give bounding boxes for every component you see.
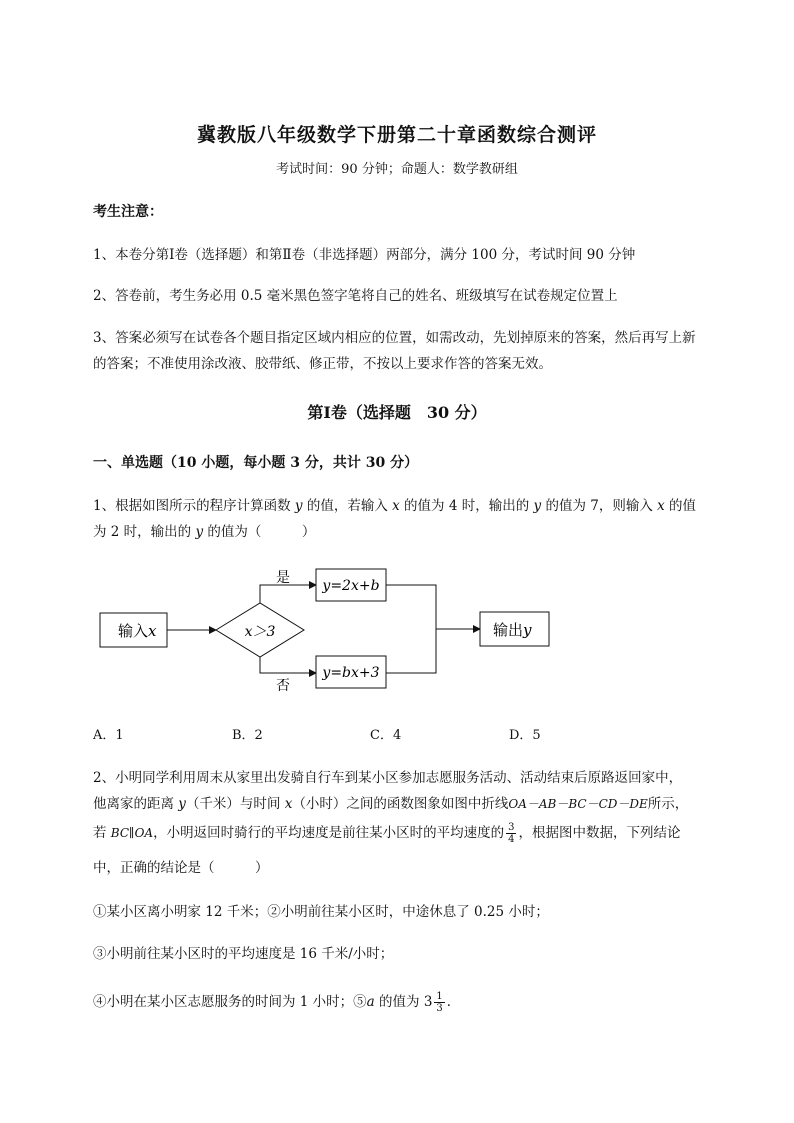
q1-line-2 [93, 520, 315, 540]
q1-option-a[interactable]: A．1 [93, 728, 124, 743]
q1-text: 的值 [664, 498, 697, 514]
notice-item-2: 2、答卷前，考生务必用 0.5 毫米黑色签字笔将自己的姓名、班级填写在试卷规定位置上 [93, 288, 618, 304]
q2-text: 他离家的距离 [93, 796, 179, 812]
var-y: y [178, 796, 186, 812]
q2-text: ，根据图中数据，下列结论 [518, 825, 681, 841]
q2-text: ④小明在某小区志愿服务的时间为 1 小时；⑤ [93, 994, 367, 1010]
program-flowchart [90, 558, 570, 708]
page-title: 冀教版八年级数学下册第二十章函数综合测评 [196, 124, 597, 146]
no-branch-line [260, 657, 316, 673]
q2-text: 若 [93, 825, 111, 841]
fraction-three-quarters [506, 822, 516, 845]
q1-text: 为 2 时，输出的 [93, 524, 196, 540]
notice-item-3-line-2: 的答案；不准使用涂改液、胶带纸、修正带，不按以上要求作答的答案无效。 [93, 356, 552, 372]
q1-text: 的值为（ ） [203, 524, 316, 540]
var-y: y [195, 524, 204, 540]
condition-label: x＞3 [244, 624, 276, 640]
fraction-denominator: 4 [508, 834, 515, 845]
q2-statement-1-2: ①某小区离小明家 12 千米；②小明前往某小区时，中途休息了 0.25 小时； [93, 904, 549, 920]
q2-statement-4-5 [93, 990, 460, 1014]
q2-line-2 [93, 792, 688, 812]
fraction-numerator: 3 [508, 822, 515, 833]
exam-info: 考试时间：90 分钟；命题人：数学教研组 [276, 162, 518, 177]
q2-line-4: 中，正确的结论是（ ） [93, 860, 269, 876]
q1-option-d[interactable]: D．5 [509, 728, 541, 743]
notice-heading: 考生注意： [93, 204, 163, 220]
q2-text: ． [446, 994, 461, 1010]
var-a: a [366, 994, 375, 1010]
q1-option-b[interactable]: B．2 [232, 728, 263, 743]
polyline-path: OA－AB－BC－CD－DE [508, 797, 648, 811]
q2-text: （千米）与时间 [185, 796, 285, 812]
var-x: x [657, 498, 665, 514]
no-formula: y=bx+3 [322, 665, 380, 681]
q2-statement-3: ③小明前往某小区时的平均速度是 16 千米/小时； [93, 946, 394, 962]
q2-text: （小时）之间的函数图象如图中折线 [292, 796, 509, 812]
q2-text: ，小明返回时骑行的平均速度是前往某小区时的平均速度的 [153, 825, 505, 841]
q1-text: 1、根据如图所示的程序计算函数 [93, 498, 295, 514]
q2-text: 的值为 3 [374, 994, 433, 1010]
yes-formula: y=2x+b [322, 578, 380, 594]
fraction-one-third [434, 991, 444, 1014]
notice-item-3-line-1: 3、答案必须写在试卷各个题目指定区域内相应的位置，如需改动，先划掉原来的答案，然后再写上新 [93, 330, 696, 346]
part-heading: 一、单选题（10 小题，每小题 3 分，共计 30 分） [93, 455, 419, 471]
q1-text: 的值为 7，则输入 [541, 498, 658, 514]
output-label: 输出y [493, 621, 532, 639]
section-title: 第Ⅰ卷（选择题 30 分） [307, 403, 487, 422]
var-x: x [284, 796, 293, 812]
parallel-condition: BC∥OA [110, 826, 154, 840]
var-y: y [294, 498, 303, 514]
q1-text: 的值，若输入 [302, 498, 393, 514]
q1-line-1 [93, 494, 696, 514]
no-label: 否 [276, 678, 290, 694]
q2-text: 所示， [647, 796, 689, 812]
input-label: 输入x [118, 622, 157, 640]
fraction-denominator: 3 [436, 1003, 443, 1014]
fraction-numerator: 1 [436, 991, 443, 1002]
q1-text: 的值为 4 时，输出的 [399, 498, 534, 514]
yes-branch-line [260, 585, 316, 603]
q2-line-3 [93, 821, 680, 845]
var-x: x [392, 498, 400, 514]
var-y: y [533, 498, 542, 514]
notice-item-1: 1、本卷分第Ⅰ卷（选择题）和第Ⅱ卷（非选择题）两部分，满分 100 分，考试时间 90 分钟 [93, 247, 636, 263]
yes-label: 是 [276, 570, 290, 586]
q1-option-c[interactable]: C．4 [370, 728, 402, 743]
q2-line-1: 2、小明同学利用周末从家里出发骑自行车到某小区参加志愿服务活动、活动结束后原路返回家中， [93, 770, 683, 786]
merge-line [386, 585, 436, 673]
